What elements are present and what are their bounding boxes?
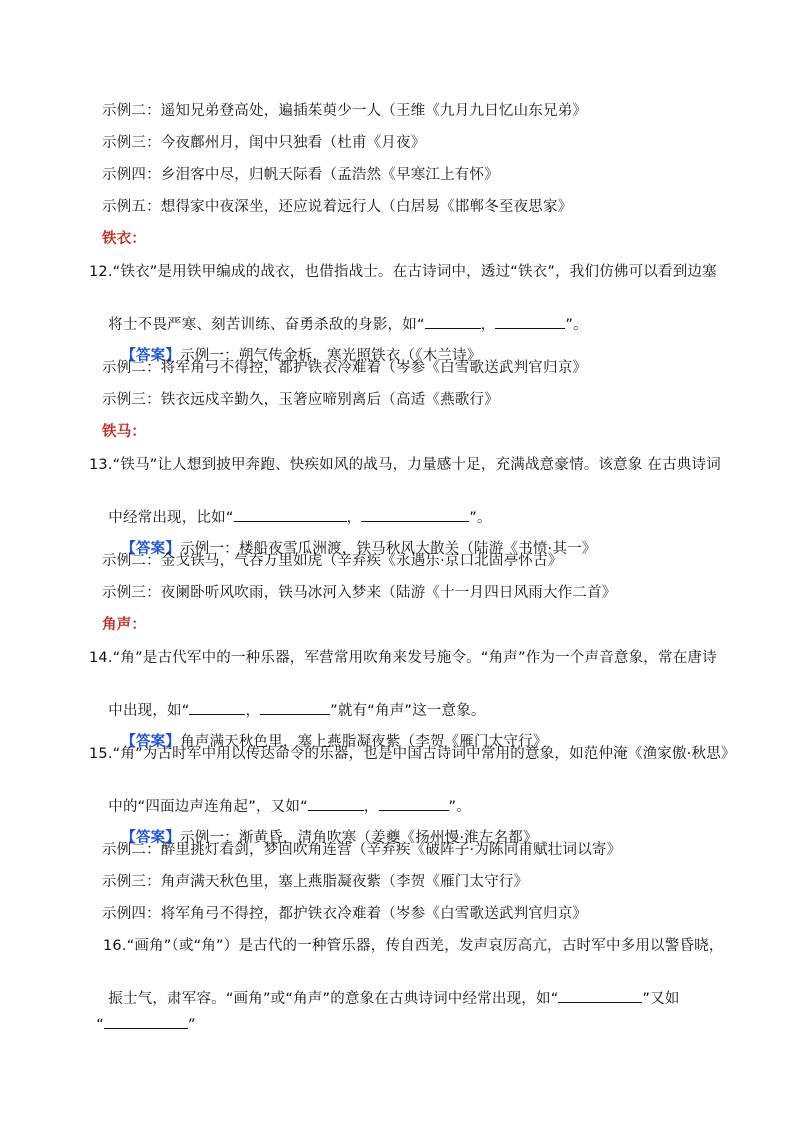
question-16-text (77, 994, 196, 1055)
answer-blank[interactable] (495, 314, 565, 329)
section-heading: 铁衣： (102, 231, 147, 247)
example-line: 示例四：乡泪客中尽，归帆天际看（孟浩然《早寒江上有怀》 (102, 167, 499, 183)
example-line: 示例二：将军角弓不得控，都护铁衣冷难着（岑参《白雪歌送武判官归京》 (102, 360, 588, 376)
question-text: ， (363, 799, 379, 815)
answer-text: 示例一：楼船夜雪瓜洲渡，铁马秋风大散关（陆游《书愤·其一》 (180, 541, 597, 557)
answer-tag: 【答案】 (121, 830, 181, 846)
question-text: ， (245, 703, 261, 719)
question-text: ” (187, 1017, 196, 1033)
answer-blank[interactable] (558, 988, 642, 1003)
question-text: ， (480, 317, 496, 333)
question-text: ， (346, 510, 362, 526)
answer-blank[interactable] (104, 1014, 188, 1029)
answer-tag: 【答案】 (121, 541, 181, 557)
answer-text: 角声满天秋色里，塞上燕脂凝夜紫（李贺《雁门太守行》 (180, 734, 548, 750)
question-text: ”。 (448, 799, 471, 815)
question-text: “ (96, 1017, 104, 1033)
question-14-text: 14.“角”是古代军中的一种乐器，军营常用吹角来发号施令。“角声”作为一个声音意象，常在唐诗 (89, 650, 717, 666)
example-line: 示例二：醉里挑灯看剑，梦回吹角连营（辛弃疾《破阵子·为陈同甫赋壮词以寄》 (102, 842, 622, 858)
question-text: 中经常出现，比如“ (108, 510, 234, 526)
question-text: ”。 (469, 510, 492, 526)
question-text: ”。 (565, 317, 588, 333)
example-line: 示例四：将军角弓不得控，都护铁衣冷难着（岑参《白雪歌送武判官归京》 (102, 906, 588, 922)
example-line: 示例二：金戈铁马，气吞万里如虎（辛弃疾《永遇乐·京口北固亭怀古》 (102, 553, 563, 569)
answer-text: 示例一：渐黄昏，清角吹寒（姜夔《扬州慢·淮左名都》 (180, 830, 538, 846)
example-line: 示例三：铁衣远戍辛勤久，玉箸应啼别离后（高适《燕歌行》 (102, 392, 499, 408)
question-16-text: 16.“画角”（或“角”）是古代的一种管乐器，传自西羌，发声哀厉高亢，古时军中多用以警昏晓， (103, 938, 724, 954)
example-line: 示例二：遥知兄弟登高处，遍插茱萸少一人（王维《九月九日忆山东兄弟》 (102, 103, 588, 119)
section-heading: 铁马： (102, 424, 147, 440)
question-text: ”又如 (642, 991, 680, 1007)
question-15-text: 15.“角”为古时军中用以传达命令的乐器，也是中国古诗词中常用的意象，如范仲淹《渔家傲·秋思》 (89, 746, 736, 762)
question-text: 中的“四面边声连角起”，又如“ (108, 799, 308, 815)
question-text: 将士不畏严寒、刻苦训练、奋勇杀敌的身影，如“ (108, 317, 425, 333)
example-line: 示例三：角声满天秋色里，塞上燕脂凝夜紫（李贺《雁门太守行》 (102, 874, 529, 890)
question-13-text: 13.“铁马”让人想到披甲奔跑、快疾如风的战马，力量感十足，充满战意豪情。该意象 在古典诗词 (89, 457, 721, 473)
answer-tag: 【答案】 (121, 348, 181, 364)
question-12-text: 12.“铁衣”是用铁甲编成的战衣，也借指战士。在古诗词中，透过“铁衣”，我们仿佛可以看到边塞 (89, 264, 717, 280)
section-heading: 角声： (102, 617, 147, 633)
question-text: 中出现，如“ (108, 703, 190, 719)
example-line: 示例三：今夜鄜州月，闺中只独看（杜甫《月夜》 (102, 135, 426, 151)
answer-tag: 【答案】 (121, 734, 181, 750)
question-text: 振士气，肃军容。“画角”或“角声”的意象在古典诗词中经常出现，如“ (108, 991, 559, 1007)
question-text: ”就有“角声”这一意象。 (330, 703, 486, 719)
answer-text: 示例一：朔气传金柝，寒光照铁衣（《木兰诗》 (180, 348, 482, 364)
example-line: 示例三：夜阑卧听风吹雨，铁马冰河入梦来（陆游《十一月四日风雨大作二首》 (102, 585, 617, 601)
example-line: 示例五：想得家中夜深坐，还应说着远行人（白居易《邯郸冬至夜思家》 (102, 199, 573, 215)
